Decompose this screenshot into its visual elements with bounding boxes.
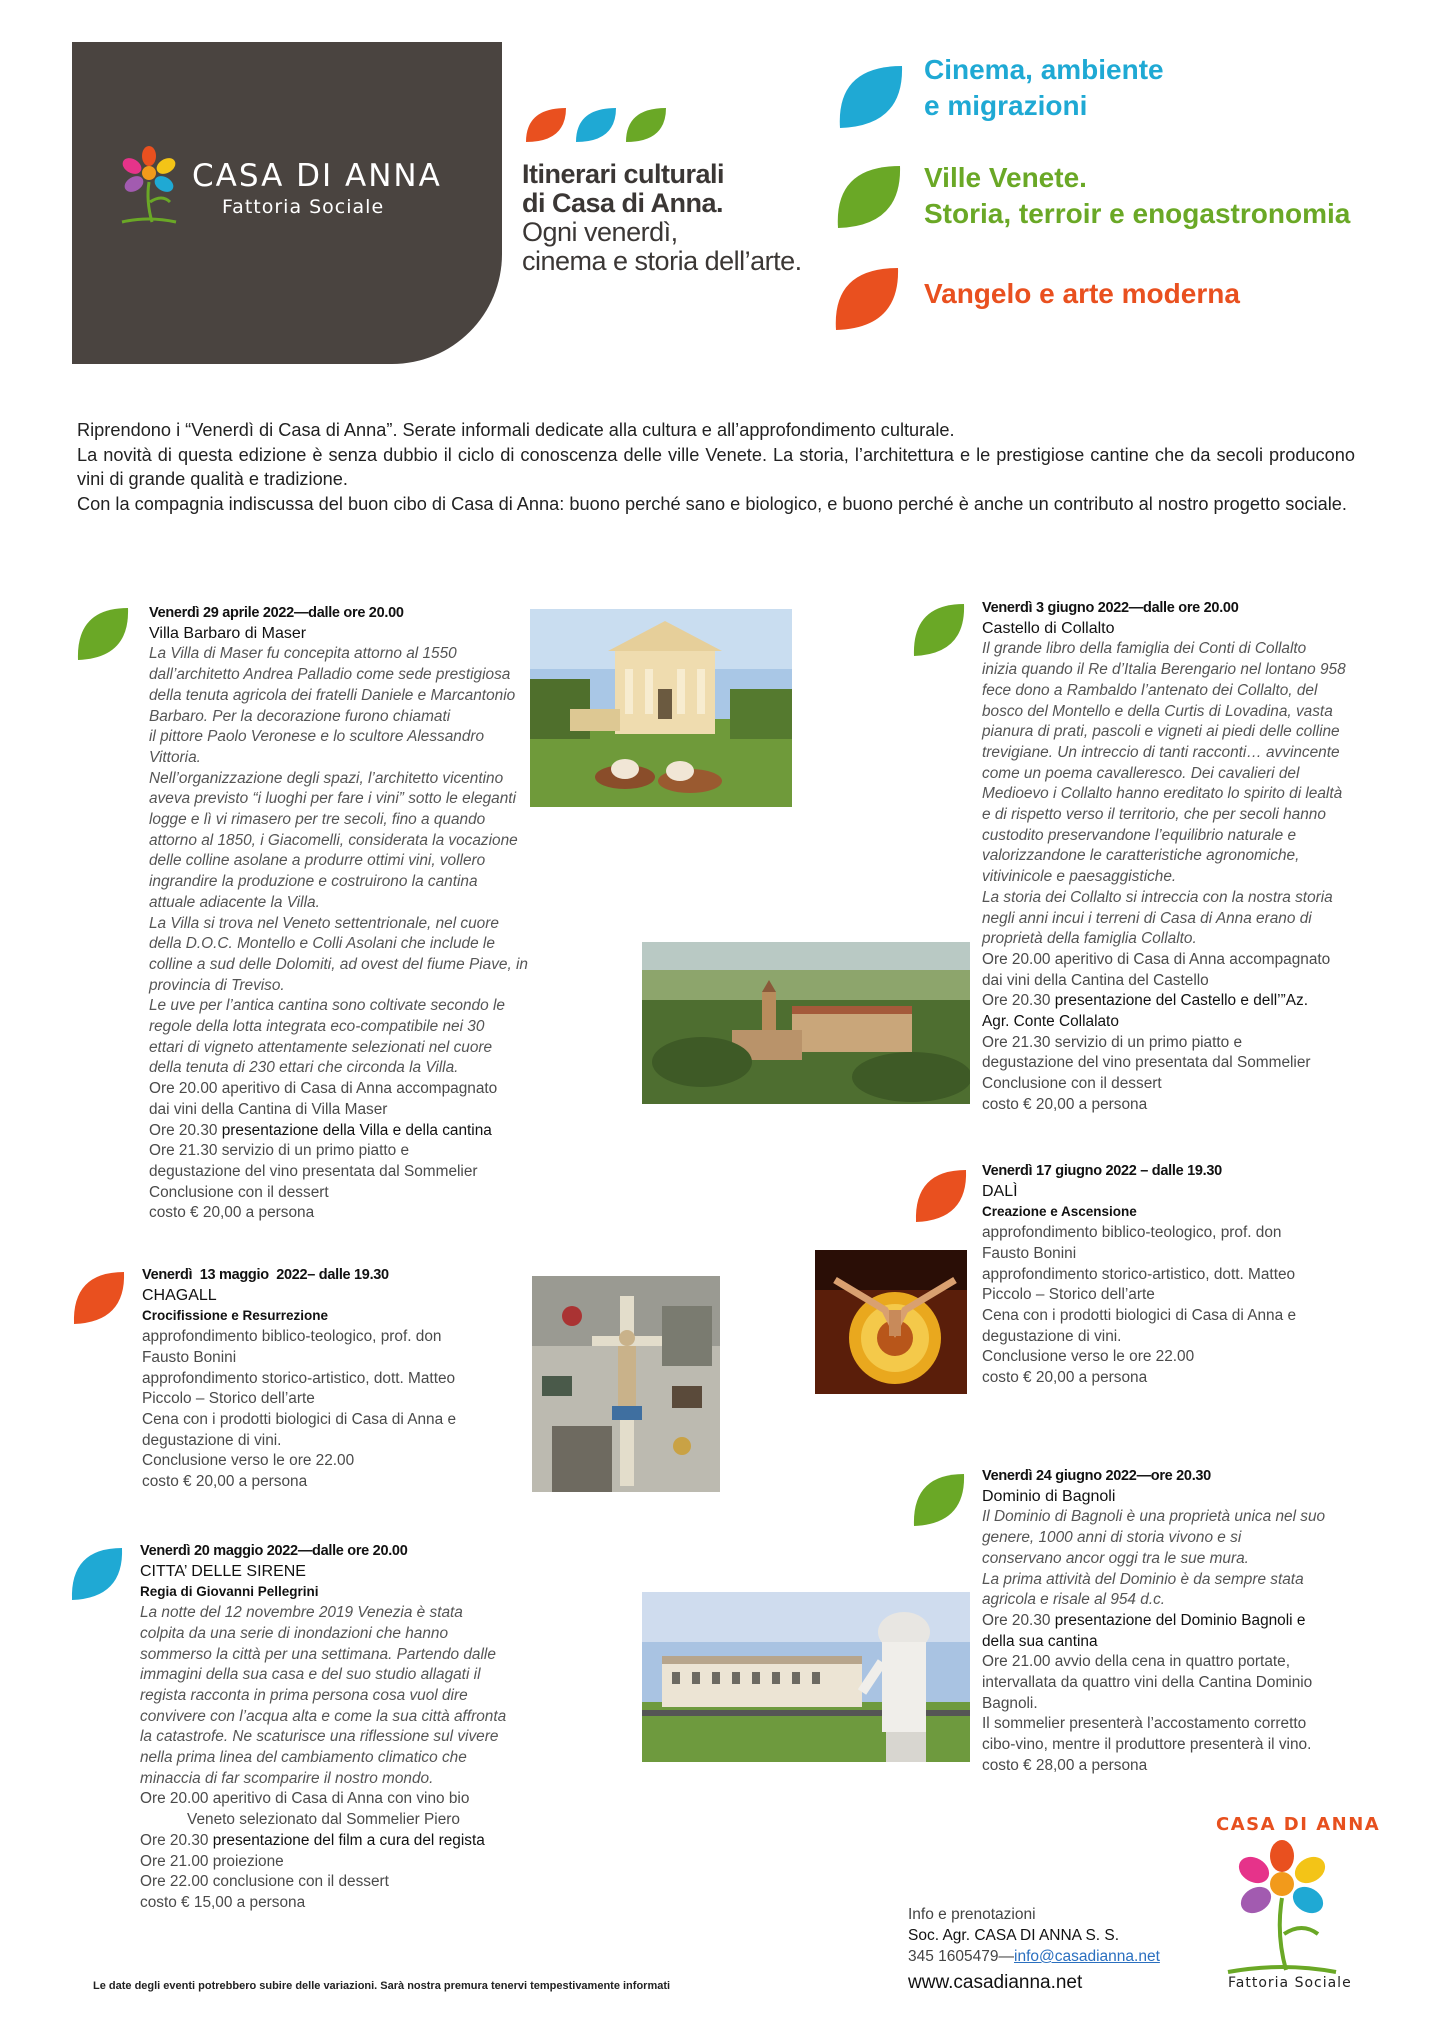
event-price: costo € 20,00 a persona [149, 1204, 315, 1222]
event-price: costo € 15,00 a persona [140, 1893, 306, 1911]
event-date: Venerdì 29 aprile 2022—dalle ore 20.00 [149, 605, 404, 621]
intro-paragraph-3: Con la compagnia indiscussa del buon cibo di Casa di Anna: buono perché sano e biologico, e buono perché è anche un contributo al nostro progetto sociale. [77, 493, 1347, 514]
event-presentation: Ore 20.30 presentazione del film a cura del regista [140, 1831, 485, 1849]
flower-logo-icon [1222, 1838, 1342, 1978]
theme-cinema-line-1: Cinema, ambiente [924, 54, 1164, 85]
website-link[interactable]: www.casadianna.net [908, 1972, 1083, 1993]
green-leaf-icon [910, 1470, 966, 1530]
itinerary-heading [522, 160, 802, 276]
event-description: Il grande libro della famiglia dei Conti di Collalto inizia quando il Re d’Italia Berengario nel lontano 958 fece dono a Rambaldo l’antenato dei Collalto, del bosco del Montello e della Curtis di Lovadina, vasta pianura di prati, pascoli e vigneti ai piedi delle colline trevigiane. Un intreccio di tanti racconti… avvincente come un poema cavalleresco. Dei cavalieri del Medioevo i Collalto hanno ereditato lo spirito di lealtà e di rispetto verso il territorio, che per secoli hanno custodito preservandone l’equilibrio naturale e valorizzandone le caratteristiche agronomiche, vitivinicole e paesaggistiche. La storia dei Collalto si intreccia con la nostra storia negli anni incui i terreni di Casa di Anna erano di proprietà della famiglia Collalto. [982, 640, 1346, 948]
logo-subtitle: Fattoria Sociale [222, 196, 385, 218]
theme-cinema [924, 52, 1164, 124]
contact-info [908, 1904, 1160, 1993]
intro-paragraph-1: Riprendono i “Venerdì di Casa di Anna”. Serate informali dedicate alla cultura e all’approfondimento culturale. [77, 420, 955, 440]
footer-logo-subtitle: Fattoria Sociale [1228, 1975, 1352, 1991]
itinerary-line-3: Ogni venerdì, [522, 217, 678, 247]
intro-text [77, 418, 1355, 516]
event-title: Villa Barbaro di Maser [149, 624, 307, 642]
orange-leaf-icon [912, 1166, 968, 1226]
chagall-painting-photo [532, 1276, 720, 1492]
event-collalto: Venerdì 3 giugno 2022—dalle ore 20.00 Castello di Collalto Il grande libro della famiglia dei Conti di Collalto inizia quando il Re d’Italia Berengario nel lontano 958 fece dono a Rambaldo l’antenato dei Collalto, del bosco del Montello e della Curtis di Lovadina, vasta pianura di prati, pascoli e vigneti ai piedi delle colline trevigiane. Un intreccio di tanti racconti… avvincente come un poema cavalleresco. Dei cavalieri del Medioevo i Collalto hanno ereditato lo spirito di lealtà e di rispetto verso il territorio, che per secoli hanno custodito preservandone l’equilibrio naturale e valorizzandone le caratteristiche agronomiche, vitivinicole e paesaggistiche. La storia dei Collalto si intreccia con la nostra storia negli anni incui i terreni di Casa di Anna erano di proprietà della famiglia Collalto. Ore 20.00 aperitivo di Casa di Anna accompagnato dai vini della Cantina del Castello Ore 20.30 presentazione del Castello e dell’”Az. Agr. Conte Collalato Ore 21.30 servizio di un primo piatto e degustazione del vino presentata dal Sommelier Conclusione con il dessert costo € 20,00 a persona [982, 598, 1382, 1116]
info-label: Info e prenotazioni [908, 1906, 1036, 1923]
event-title: DALÌ [982, 1182, 1018, 1200]
event-chagall: Venerdì 13 maggio 2022– dalle 19.30 CHAGALL Crocifissione e Resurrezione approfondimento biblico-teologico, prof. don Fausto Bonini approfondimento storico-artistico, dott. Matteo Piccolo – Storico dell’arte Cena con i prodotti biologici di Casa di Anna e degustazione di vini. Conclusione verso le ore 22.00 costo € 20,00 a persona [142, 1265, 522, 1493]
event-date: Venerdì 24 giugno 2022—ore 20.30 [982, 1468, 1211, 1484]
event-date: Venerdì 17 giugno 2022 – dalle 19.30 [982, 1163, 1222, 1179]
dominio-bagnoli-photo [642, 1592, 970, 1762]
event-dali: Venerdì 17 giugno 2022 – dalle 19.30 DALÌ Creazione e Ascensione approfondimento biblico-teologico, prof. don Fausto Bonini approfondimento storico-artistico, dott. Matteo Piccolo – Storico dell’arte Cena con i prodotti biologici di Casa di Anna e degustazione di vini. Conclusione verso le ore 22.00 costo € 20,00 a persona [982, 1161, 1382, 1389]
itinerary-line-2: di Casa di Anna. [522, 188, 724, 218]
logo-title: CASA DI ANNA [192, 158, 442, 194]
info-email-link[interactable]: info@casadianna.net [1014, 1948, 1160, 1965]
event-price: costo € 20,00 a persona [982, 1095, 1148, 1113]
info-company: Soc. Agr. CASA DI ANNA S. S. [908, 1927, 1120, 1944]
event-price: costo € 28,00 a persona [982, 1756, 1148, 1774]
event-maser: Venerdì 29 aprile 2022—dalle ore 20.00 Villa Barbaro di Maser La Villa di Maser fu concepita attorno al 1550 dall’architetto Andrea Palladio come sede prestigiosa della tenuta agricola dei fratelli Daniele e Marcantonio Barbaro. Per la decorazione furono chiamati il pittore Paolo Veronese e lo scultore Alessandro Vittoria. Nell’organizzazione degli spazi, l’architetto vicentino aveva previsto “i luoghi per fare i vini” sotto le eleganti logge e lì vi rimasero per tre secoli, fino a quando attorno al 1850, i Giacomelli, considerata la vocazione delle colline asolane a produrre ottimi vini, vollero ingrandire la produzione e costruirono la cantina attuale adiacente la Villa. La Villa si trova nel Veneto settentrionale, nel cuore della D.O.C. Montello e Colli Asolani che include le colline a sud delle Dolomiti, ad ovest del fiume Piave, in provincia di Treviso. Le uve per l’antica cantina sono coltivate secondo le regole della lotta integrata eco-compatibile nei 30 ettari di vigneto attentamente selezionati nel cuore della tenuta di 230 ettari che circonda la Villa. Ore 20.00 aperitivo di Casa di Anna accompagnato dai vini della Cantina di Villa Maser Ore 20.30 presentazione della Villa e della cantina Ore 21.30 servizio di un primo piatto e degustazione del vino presentata dal Sommelier Conclusione con il dessert costo € 20,00 a persona [149, 603, 529, 1224]
green-leaf-icon [74, 604, 130, 664]
blue-leaf-icon [68, 1544, 124, 1604]
event-aperitivo: Ore 20.00 aperitivo di Casa di Anna accompagnato [149, 1080, 498, 1098]
theme-ville-line-2: Storia, terroir e enogastronomia [924, 198, 1351, 229]
event-title: Castello di Collalto [982, 619, 1115, 637]
event-title: CHAGALL [142, 1286, 217, 1304]
green-leaf-icon [910, 600, 966, 660]
theme-vangelo [924, 276, 1240, 312]
green-leaf-icon [832, 160, 904, 234]
event-price: costo € 20,00 a persona [142, 1473, 308, 1491]
three-leaves-icon [522, 104, 672, 146]
itinerary-line-1: Itinerari culturali [522, 159, 725, 189]
event-sirene: Venerdì 20 maggio 2022—dalle ore 20.00 CITTA’ DELLE SIRENE Regia di Giovanni Pellegrini La notte del 12 novembre 2019 Venezia è stata colpita da una serie di inondazioni che hanno sommerso la città per una settimana. Partendo dalle immagini della sua casa e del suo studio allagati il regista racconta in prima persona cosa vuol dire convivere con l’acqua alta e come la sua città affronta la catastrofe. Ne scaturisce una riflessione sul vivere nella prima linea del cambiamento climatico che minaccia di far scomparire il nostro mondo. Ore 20.00 aperitivo di Casa di Anna con vino bio Veneto selezionato dal Sommelier Piero Ore 20.30 presentazione del film a cura del regista Ore 21.00 proiezione Ore 22.00 conclusione con il dessert costo € 15,00 a persona [140, 1541, 530, 1914]
event-title: CITTA’ DELLE SIRENE [140, 1562, 306, 1580]
intro-paragraph-2: La novità di questa edizione è senza dubbio il ciclo di conoscenza delle ville Venete. La storia, l’architettura e le prestigiose cantine che da secoli producono vini di grande qualità e tradizione. [77, 444, 1355, 489]
event-bagnoli: Venerdì 24 giugno 2022—ore 20.30 Dominio di Bagnoli Il Dominio di Bagnoli è una proprietà unica nel suo genere, 1000 anni di storia vivono e si conservano ancor oggi tra le sue mura. La prima attività del Dominio è da sempre stata agricola e risale al 954 d.c. Ore 20.30 presentazione del Dominio Bagnoli e della sua cantina Ore 21.00 avvio della cena in quattro portate, intervallata da quattro vini della Cantina Dominio Bagnoli. Il sommelier presenterà l’accostamento corretto cibo-vino, mentre il produttore presenterà il vino. costo € 28,00 a persona [982, 1466, 1382, 1777]
event-description: La Villa di Maser fu concepita attorno al 1550 dall’architetto Andrea Palladio come sede prestigiosa della tenuta agricola dei fratelli Daniele e Marcantonio Barbaro. Per la decorazione furono chiamati il pittore Paolo Veronese e lo scultore Alessandro Vittoria. Nell’organizzazione degli spazi, l’architetto vicentino aveva previsto “i luoghi per fare i vini” sotto le eleganti logge e lì vi rimasero per tre secoli, fino a quando attorno al 1850, i Giacomelli, considerata la vocazione delle colline asolane a produrre ottimi vini, vollero ingrandire la produzione e costruirono la cantina attuale adiacente la Villa. La Villa si trova nel Veneto settentrionale, nel cuore della D.O.C. Montello e Colli Asolani che include le colline a sud delle Dolomiti, ad ovest del fiume Piave, in provincia di Treviso. Le uve per l’antica cantina sono coltivate secondo le regole della lotta integrata eco-compatibile nei 30 ettari di vigneto attentamente selezionati nel cuore della tenuta di 230 ettari che circonda la Villa. [149, 645, 528, 1077]
flower-logo-icon [118, 146, 180, 226]
event-presentation: Ore 20.30 presentazione del Castello e dell’”Az. [982, 992, 1308, 1010]
theme-vangelo-line-1: Vangelo e arte moderna [924, 278, 1240, 309]
theme-ville-line-1: Ville Venete. [924, 162, 1087, 193]
theme-ville [924, 160, 1350, 232]
event-subtitle: Creazione e Ascensione [982, 1204, 1137, 1220]
event-presentation: Ore 20.30 presentazione del Dominio Bagnoli e [982, 1611, 1306, 1629]
info-phone: 345 1605479— [908, 1948, 1015, 1965]
itinerary-line-4: cinema e storia dell’arte. [522, 246, 802, 276]
event-description: Il Dominio di Bagnoli è una proprietà unica nel suo genere, 1000 anni di storia vivono e si conservano ancor oggi tra le sue mura. La prima attività del Dominio è da sempre stata agricola e risale al 954 d.c. [982, 1508, 1326, 1609]
event-aperitivo: Ore 20.00 aperitivo di Casa di Anna con vino bio [140, 1790, 470, 1808]
event-description: La notte del 12 novembre 2019 Venezia è stata colpita da una serie di inondazioni che hanno sommerso la città per una settimana. Partendo dalle immagini della sua casa e del suo studio allagati il regista racconta in prima persona cosa vuol dire convivere con l’acqua alta e come la sua città affronta la catastrofe. Ne scaturisce una riflessione sul vivere nella prima linea del cambiamento climatico che minaccia di far scomparire il nostro mondo. [140, 1604, 507, 1787]
event-price: costo € 20,00 a persona [982, 1369, 1148, 1387]
orange-leaf-icon [70, 1268, 126, 1328]
footer-logo-title: CASA DI ANNA [1216, 1814, 1381, 1835]
event-presentation: Ore 20.30 presentazione della Villa e della cantina [149, 1121, 492, 1139]
theme-cinema-line-2: e migrazioni [924, 90, 1088, 121]
event-date: Venerdì 13 maggio 2022– dalle 19.30 [142, 1267, 389, 1283]
orange-leaf-icon [830, 262, 902, 336]
event-subtitle: Crocifissione e Resurrezione [142, 1308, 329, 1324]
event-subtitle: Regia di Giovanni Pellegrini [140, 1584, 319, 1600]
event-date: Venerdì 3 giugno 2022—dalle ore 20.00 [982, 600, 1239, 616]
disclaimer: Le date degli eventi potrebbero subire delle variazioni. Sarà nostra premura tenervi tempestivamente informati [93, 1980, 671, 1992]
dali-painting-photo [815, 1250, 967, 1394]
villa-maser-photo [530, 609, 792, 807]
event-aperitivo: Ore 20.00 aperitivo di Casa di Anna accompagnato [982, 950, 1331, 968]
event-title: Dominio di Bagnoli [982, 1487, 1116, 1505]
blue-leaf-icon [834, 60, 906, 134]
castello-collalto-photo [642, 942, 970, 1104]
event-date: Venerdì 20 maggio 2022—dalle ore 20.00 [140, 1543, 408, 1559]
